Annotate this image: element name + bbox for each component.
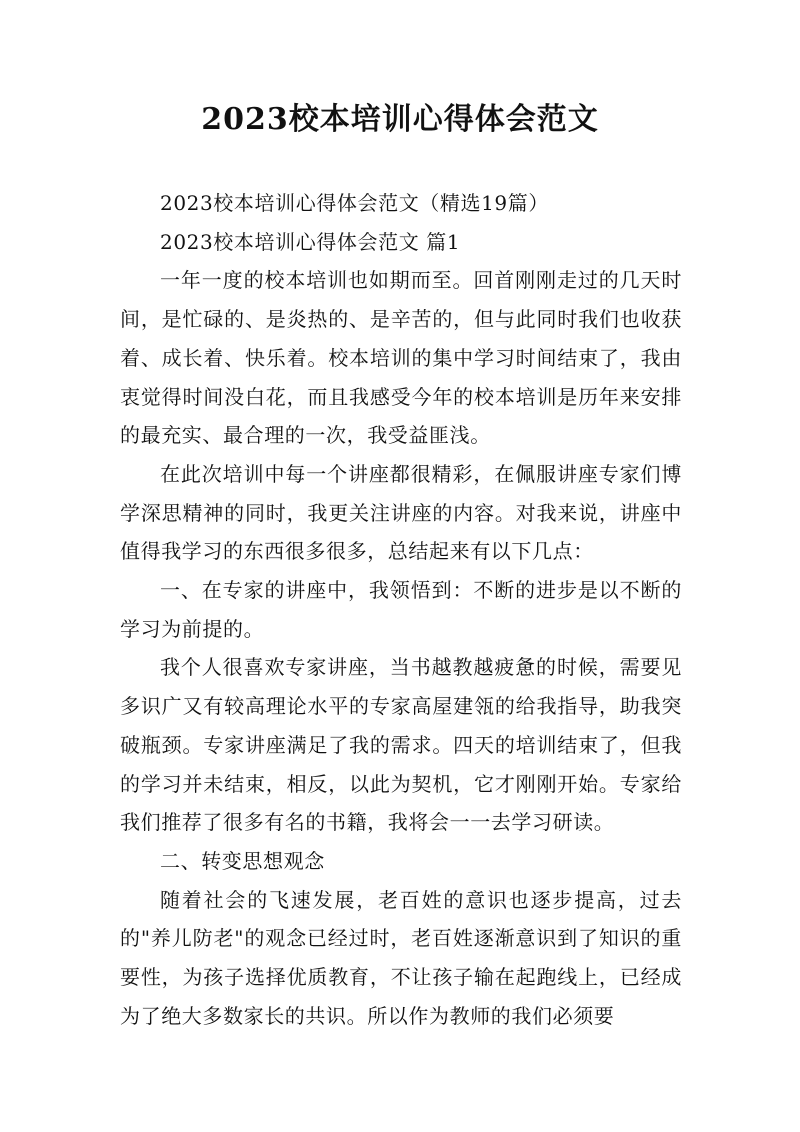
document-title: 2023校本培训心得体会范文: [201, 102, 599, 137]
paragraph: 我个人很喜欢专家讲座，当书越教越疲惫的时候，需要见多识广又有较高理论水平的专家高屋建瓴的给我指导，助我突破瓶颈。专家讲座满足了我的需求。四天的培训结束了，但我的学习并未结束，相反，以此为契机，它才刚刚开始。专家给我们推荐了很多有名的书籍，我将会一一去学习研读。: [120, 655, 682, 835]
point-heading: 二、转变思想观念: [160, 848, 325, 873]
section-heading: 2023校本培训心得体会范文 篇1: [160, 229, 461, 254]
subtitle-line: 2023校本培训心得体会范文（精选19篇）: [160, 191, 549, 215]
paragraph: 一年一度的校本培训也如期而至。回首刚刚走过的几天时间，是忙碌的、是炎热的、是辛苦的，但与此同时我们也收获着、成长着、快乐着。校本培训的集中学习时间结束了，我由衷觉得时间没白花，而且我感受今年的校本培训是历年来安排的最充实、最合理的一次，我受益匪浅。: [120, 268, 682, 448]
point-heading: 一、在专家的讲座中，我领悟到：不断的进步是以不断的学习为前提的。: [120, 578, 682, 641]
paragraph: 在此次培训中每一个讲座都很精彩，在佩服讲座专家们博学深思精神的同时，我更关注讲座的内容。对我来说，讲座中值得我学习的东西很多很多，总结起来有以下几点：: [120, 461, 682, 564]
paragraph: 随着社会的飞速发展，老百姓的意识也逐步提高，过去的"养儿防老"的观念已经过时，老百姓逐渐意识到了知识的重要性，为孩子选择优质教育，不让孩子输在起跑线上，已经成为了绝大多数家长的共识。所以作为教师的我们必须要: [120, 887, 682, 1028]
document-body: [120, 184, 682, 1035]
